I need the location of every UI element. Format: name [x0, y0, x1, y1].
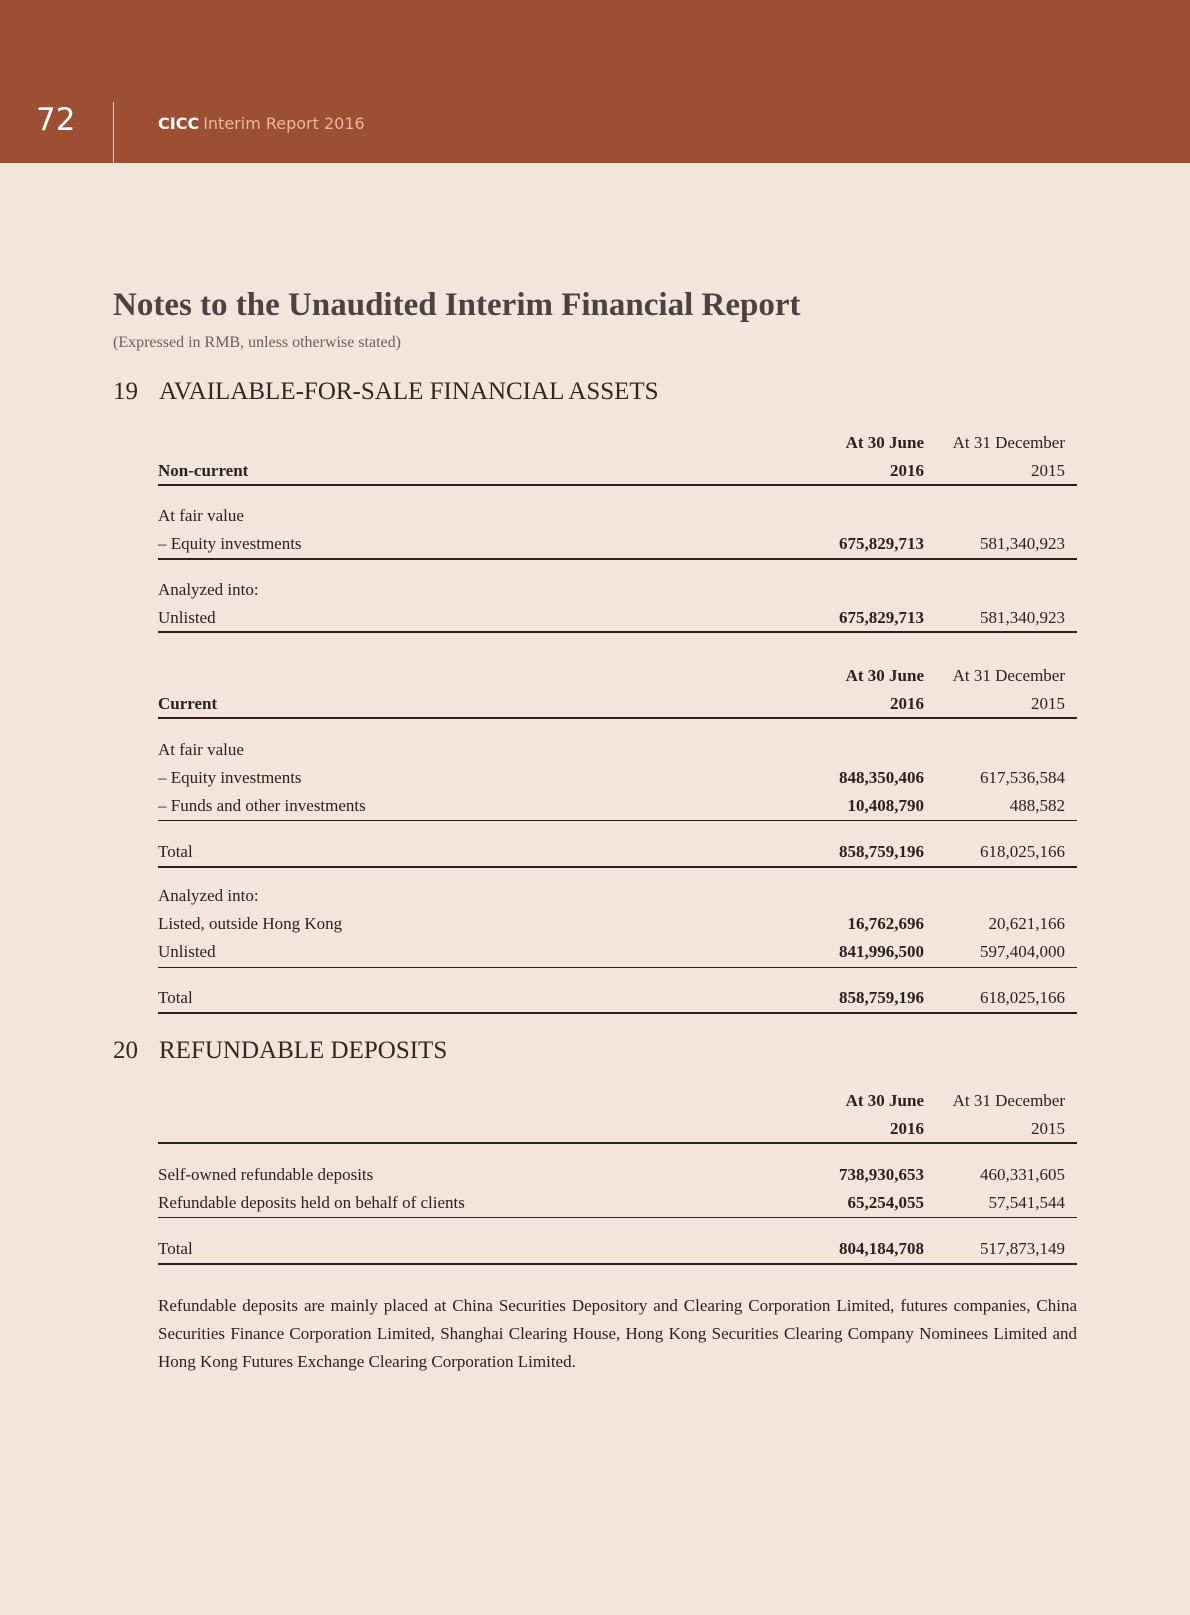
table-row: [158, 792, 1077, 820]
rule: [158, 484, 1077, 486]
row-label: – Equity investments: [158, 768, 302, 787]
value-2015: 57,541,544: [988, 1193, 1065, 1212]
table-row: [158, 938, 1077, 966]
col-header: At 31 December: [952, 1091, 1065, 1110]
value-2016: 738,930,653: [839, 1165, 924, 1184]
table-row: [158, 530, 1077, 558]
row-label: Total: [158, 988, 193, 1007]
total-row: [158, 1235, 1077, 1263]
page-title: Notes to the Unaudited Interim Financial Report: [113, 287, 801, 323]
rule: [158, 1263, 1077, 1265]
value-2015: 581,340,923: [980, 534, 1065, 553]
value-2016: 858,759,196: [839, 988, 924, 1007]
table-header-row: [158, 457, 1077, 485]
section-number: 20: [113, 1037, 138, 1064]
rule: [158, 558, 1077, 560]
row-label: Unlisted: [158, 608, 216, 627]
table-row: [158, 502, 1077, 530]
col-header: 2015: [1031, 694, 1065, 713]
section-title: REFUNDABLE DEPOSITS: [159, 1037, 448, 1064]
value-2016: 10,408,790: [847, 796, 924, 815]
row-label: Analyzed into:: [158, 580, 259, 599]
value-2015: 488,582: [1009, 796, 1065, 815]
row-label: Total: [158, 842, 193, 861]
brand-name: CICC: [158, 114, 200, 133]
value-2015: 618,025,166: [980, 842, 1065, 861]
row-label: At fair value: [158, 506, 244, 525]
rule: [158, 866, 1077, 868]
row-label: At fair value: [158, 740, 244, 759]
section-20-heading: [113, 1037, 447, 1065]
rule: [158, 1142, 1077, 1144]
table-row: [158, 576, 1077, 604]
table-header-row: [158, 662, 1077, 690]
value-2016: 804,184,708: [839, 1239, 924, 1258]
total-row: [158, 838, 1077, 866]
table-header-row: [158, 690, 1077, 718]
table-row: [158, 1161, 1077, 1189]
row-label: Listed, outside Hong Kong: [158, 914, 343, 933]
col-header: 2016: [890, 1119, 924, 1138]
col-header: At 30 June: [845, 433, 924, 452]
row-label: Refundable deposits held on behalf of clients: [158, 1193, 465, 1212]
page-subtitle: (Expressed in RMB, unless otherwise stated): [113, 334, 401, 351]
value-2015: 460,331,605: [980, 1165, 1065, 1184]
report-brand: [158, 112, 365, 136]
value-2015: 617,536,584: [980, 768, 1065, 787]
table-label: Current: [158, 694, 218, 713]
row-label: – Equity investments: [158, 534, 302, 553]
col-header: At 30 June: [845, 666, 924, 685]
row-label: Analyzed into:: [158, 886, 259, 905]
refundable-deposits-note: Refundable deposits are mainly placed at China Securities Depository and Clearing Corporation Limited, futures companies, China Securities Finance Corporation Limited, Shanghai Clearing House, Hong Kong Securities Clearing Company Nominees Limited and Hong Kong Futures Exchange Clearing Corporation Limited.: [158, 1296, 1077, 1371]
rule: [158, 717, 1077, 719]
report-name: Interim Report 2016: [203, 114, 365, 133]
col-header: 2016: [890, 461, 924, 480]
total-row: [158, 984, 1077, 1012]
value-2016: 675,829,713: [839, 534, 924, 553]
col-header: 2015: [1031, 1119, 1065, 1138]
section-title: AVAILABLE-FOR-SALE FINANCIAL ASSETS: [159, 378, 659, 405]
table-header-row: [158, 1087, 1077, 1115]
rule: [158, 967, 1077, 968]
value-2016: 858,759,196: [839, 842, 924, 861]
table-header-row: [158, 1115, 1077, 1143]
col-header: At 31 December: [952, 666, 1065, 685]
row-label: Unlisted: [158, 942, 216, 961]
col-header: At 30 June: [845, 1091, 924, 1110]
table-row: [158, 910, 1077, 938]
table-row: [158, 604, 1077, 632]
rule: [158, 631, 1077, 633]
section-19-heading: [113, 378, 659, 406]
col-header: 2015: [1031, 461, 1065, 480]
section-number: 19: [113, 378, 138, 405]
value-2015: 517,873,149: [980, 1239, 1065, 1258]
row-label: Self-owned refundable deposits: [158, 1165, 374, 1184]
table-header-row: [158, 429, 1077, 457]
rule: [158, 1012, 1077, 1014]
table-label: Non-current: [158, 461, 249, 480]
header-band: [0, 0, 1190, 163]
col-header: At 31 December: [952, 433, 1065, 452]
value-2016: 848,350,406: [839, 768, 924, 787]
row-label: Total: [158, 1239, 193, 1258]
table-row: [158, 736, 1077, 764]
table-row: [158, 1189, 1077, 1217]
value-2016: 16,762,696: [847, 914, 924, 933]
value-2016: 675,829,713: [839, 608, 924, 627]
value-2015: 20,621,166: [988, 914, 1065, 933]
value-2015: 581,340,923: [980, 608, 1065, 627]
value-2015: 597,404,000: [980, 942, 1065, 961]
page-number: 72: [36, 102, 76, 138]
value-2016: 841,996,500: [839, 942, 924, 961]
table-row: [158, 882, 1077, 910]
rule: [158, 1217, 1077, 1218]
row-label: – Funds and other investments: [158, 796, 366, 815]
col-header: 2016: [890, 694, 924, 713]
value-2016: 65,254,055: [847, 1193, 924, 1212]
rule: [158, 820, 1077, 821]
table-row: [158, 764, 1077, 792]
value-2015: 618,025,166: [980, 988, 1065, 1007]
header-divider: [113, 102, 114, 163]
